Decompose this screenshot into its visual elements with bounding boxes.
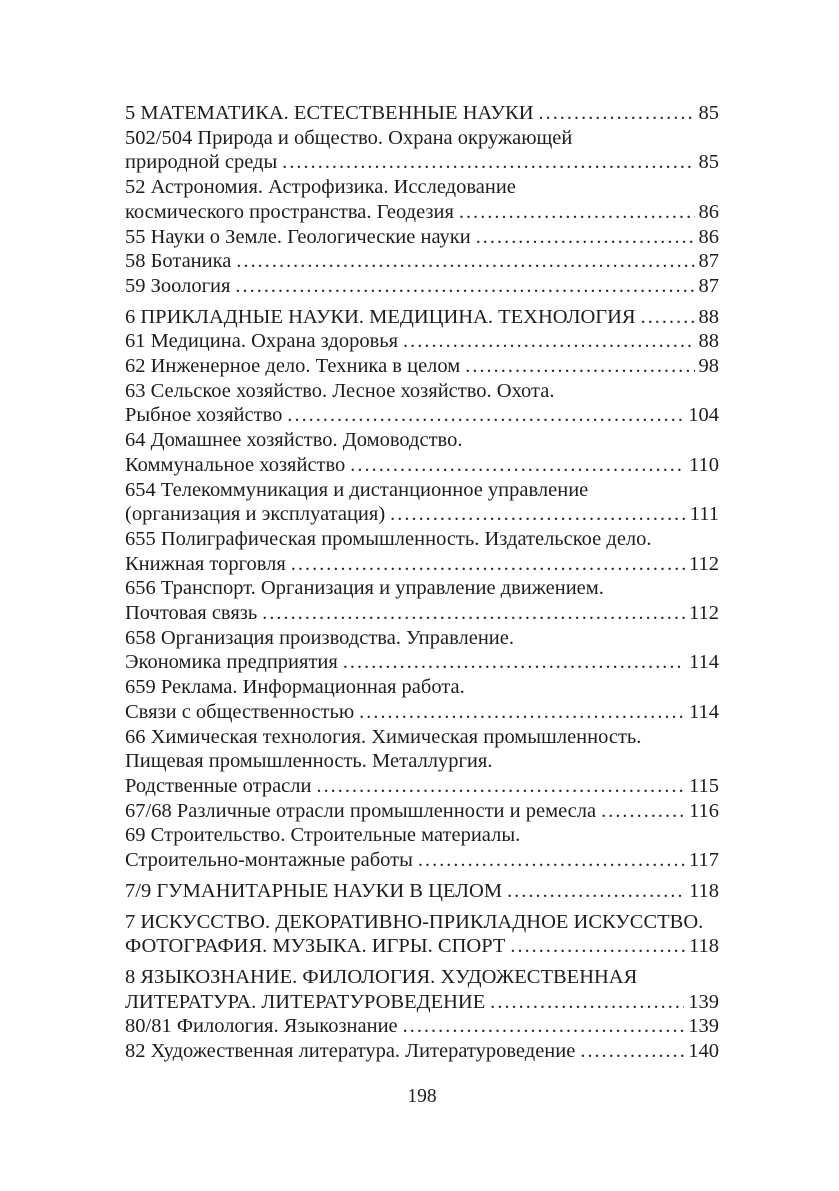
dot-leader bbox=[510, 934, 685, 959]
dot-leader bbox=[287, 403, 684, 428]
dot-leader bbox=[507, 879, 685, 904]
toc-page-number: 111 bbox=[689, 503, 719, 526]
toc-entry bbox=[125, 175, 719, 224]
toc-entry bbox=[125, 428, 719, 477]
toc-page-number: 139 bbox=[688, 1015, 719, 1038]
toc-page-number: 86 bbox=[698, 200, 719, 223]
toc-entry-final-line bbox=[125, 799, 719, 824]
toc-entry-final-line bbox=[125, 225, 719, 250]
toc-entry-wrap-line: 69 Строительство. Строительные материалы. bbox=[125, 824, 521, 847]
toc-entry-wrap-line: 656 Транспорт. Организация и управление движением. bbox=[125, 577, 604, 600]
toc-entry-title: 67/68 Различные отрасли промышленности и ремесла bbox=[125, 799, 597, 822]
toc-entry-title: 6 ПРИКЛАДНЫЕ НАУКИ. МЕДИЦИНА. ТЕХНОЛОГИЯ bbox=[125, 305, 636, 328]
toc-section-heading-entry bbox=[125, 910, 719, 959]
toc-list bbox=[125, 101, 719, 1064]
toc-entry-final-line bbox=[125, 403, 719, 428]
dot-leader bbox=[282, 150, 694, 175]
toc-entry-title: 61 Медицина. Охрана здоровья bbox=[125, 330, 399, 353]
dot-leader bbox=[359, 700, 685, 725]
dot-leader bbox=[490, 990, 684, 1015]
toc-entry-final-line bbox=[125, 1039, 719, 1064]
toc-entry-title: Родственные отрасли bbox=[125, 774, 312, 797]
toc-entry-title: 7/9 ГУМАНИТАРНЫЕ НАУКИ В ЦЕЛОМ bbox=[125, 879, 503, 902]
toc-entry-wrap-line: 659 Реклама. Информационная работа. bbox=[125, 676, 465, 699]
toc-entry-wrap-line: 655 Полиграфическая промышленность. Издательское дело. bbox=[125, 527, 652, 550]
toc-entry-final-line bbox=[125, 305, 719, 330]
toc-page-number: 114 bbox=[689, 651, 719, 674]
toc-entry-title: 80/81 Филология. Языкознание bbox=[125, 1015, 398, 1038]
toc-entry-title: Связи с общественностью bbox=[125, 700, 355, 723]
toc-entry-wrap-line: 64 Домашнее хозяйство. Домоводство. bbox=[125, 429, 463, 452]
toc-page-number: 88 bbox=[698, 305, 719, 328]
toc-entry bbox=[125, 1039, 719, 1064]
toc-entry bbox=[125, 527, 719, 576]
toc-section-heading-entry bbox=[125, 305, 719, 330]
toc-page-number: 104 bbox=[688, 404, 719, 427]
toc-entry-wrap-line: 52 Астрономия. Астрофизика. Исследование bbox=[125, 176, 516, 199]
dot-leader bbox=[459, 200, 695, 225]
toc-entry-final-line bbox=[125, 101, 719, 126]
toc-entry-wrap-line: 66 Химическая технология. Химическая промышленность. bbox=[125, 725, 642, 748]
toc-entry-title: Коммунальное хозяйство bbox=[125, 453, 346, 476]
toc-page-number: 85 bbox=[698, 102, 719, 124]
toc-entry bbox=[125, 675, 719, 724]
toc-entry-final-line bbox=[125, 601, 719, 626]
toc-entry-final-line bbox=[125, 848, 719, 873]
toc-entry bbox=[125, 478, 719, 527]
toc-entry-final-line bbox=[125, 650, 719, 675]
toc-entry-final-line bbox=[125, 1014, 719, 1039]
toc-entry bbox=[125, 274, 719, 299]
toc-entry-title: 55 Науки о Земле. Геологические науки bbox=[125, 225, 471, 248]
toc-entry-wrap-line: 654 Телекоммуникация и дистанционное управление bbox=[125, 478, 589, 501]
dot-leader bbox=[291, 552, 685, 577]
toc-page-number: 112 bbox=[689, 602, 719, 625]
toc-entry-final-line bbox=[125, 354, 719, 379]
toc-entry bbox=[125, 329, 719, 354]
toc-page-number: 116 bbox=[689, 799, 719, 822]
toc-section-heading-entry bbox=[125, 879, 719, 904]
dot-leader bbox=[641, 305, 695, 330]
toc-entry bbox=[125, 225, 719, 250]
dot-leader bbox=[390, 502, 686, 527]
dot-leader bbox=[403, 329, 694, 354]
dot-leader bbox=[343, 650, 685, 675]
toc-entry bbox=[125, 626, 719, 675]
toc-section-heading-entry bbox=[125, 965, 719, 1014]
toc-page-number: 87 bbox=[698, 250, 719, 273]
toc-entry-title: ФОТОГРАФИЯ. МУЗЫКА. ИГРЫ. СПОРТ bbox=[125, 935, 506, 958]
toc-entry-final-line bbox=[125, 274, 719, 299]
toc-page-number: 112 bbox=[689, 552, 719, 575]
toc-entry bbox=[125, 725, 719, 799]
toc-page-number: 139 bbox=[688, 990, 719, 1013]
toc-entry-final-line bbox=[125, 453, 719, 478]
toc-page-number: 98 bbox=[698, 355, 719, 378]
dot-leader bbox=[403, 1014, 685, 1039]
toc-entry bbox=[125, 126, 719, 175]
dot-leader bbox=[476, 225, 695, 250]
toc-entry-final-line bbox=[125, 879, 719, 904]
toc-entry-final-line bbox=[125, 700, 719, 725]
toc-entry bbox=[125, 354, 719, 379]
toc-entry-title: 59 Зоология bbox=[125, 274, 231, 297]
toc-section-heading-entry bbox=[125, 101, 719, 126]
toc-page-number: 117 bbox=[689, 849, 719, 872]
dot-leader bbox=[235, 274, 694, 299]
toc-entry bbox=[125, 1014, 719, 1039]
toc-entry-title: 5 МАТЕМАТИКА. ЕСТЕСТВЕННЫЕ НАУКИ bbox=[125, 102, 534, 124]
dot-leader bbox=[580, 1039, 684, 1064]
dot-leader bbox=[350, 453, 685, 478]
dot-leader bbox=[316, 774, 685, 799]
toc-entry-wrap-line: 63 Сельское хозяйство. Лесное хозяйство. Охота. bbox=[125, 379, 555, 402]
dot-leader bbox=[236, 249, 694, 274]
toc-page-number: 86 bbox=[698, 225, 719, 248]
toc-entry bbox=[125, 823, 719, 872]
toc-page-number: 118 bbox=[689, 935, 719, 958]
toc-entry-title: Книжная торговля bbox=[125, 552, 286, 575]
dot-leader bbox=[262, 601, 685, 626]
toc-entry-title: Рыбное хозяйство bbox=[125, 404, 283, 427]
dot-leader bbox=[539, 101, 695, 126]
toc-entry-title: космического пространства. Геодезия bbox=[125, 200, 454, 223]
folio-page-number: 198 bbox=[407, 1086, 437, 1107]
toc-page-number: 88 bbox=[698, 330, 719, 353]
toc-entry-title: (организация и эксплуатация) bbox=[125, 503, 386, 526]
dot-leader bbox=[601, 799, 685, 824]
toc-entry bbox=[125, 799, 719, 824]
toc-entry-final-line bbox=[125, 774, 719, 799]
toc-entry-title: Почтовая связь bbox=[125, 602, 258, 625]
dot-leader bbox=[418, 848, 685, 873]
toc-entry-final-line bbox=[125, 329, 719, 354]
toc-entry-wrap-line: 502/504 Природа и общество. Охрана окружающей bbox=[125, 126, 573, 149]
toc-entry-title: Экономика предприятия bbox=[125, 651, 338, 674]
toc-entry-final-line bbox=[125, 934, 719, 959]
toc-entry-title: 62 Инженерное дело. Техника в целом bbox=[125, 355, 461, 378]
toc-entry-title: 82 Художественная литература. Литературоведение bbox=[125, 1040, 576, 1063]
toc-entry-title: 58 Ботаника bbox=[125, 250, 232, 273]
toc-entry-title: ЛИТЕРАТУРА. ЛИТЕРАТУРОВЕДЕНИЕ bbox=[125, 990, 486, 1013]
toc-entry-final-line bbox=[125, 990, 719, 1015]
toc-entry-final-line bbox=[125, 249, 719, 274]
toc-entry-final-line bbox=[125, 552, 719, 577]
toc-entry-title: Строительно-монтажные работы bbox=[125, 849, 413, 872]
toc-page-number: 118 bbox=[689, 879, 719, 902]
toc-entry bbox=[125, 576, 719, 625]
toc-entry-final-line bbox=[125, 502, 719, 527]
toc-page-number: 85 bbox=[698, 151, 719, 174]
dot-leader bbox=[465, 354, 694, 379]
toc-entry-wrap-line: 8 ЯЗЫКОЗНАНИЕ. ФИЛОЛОГИЯ. ХУДОЖЕСТВЕННАЯ bbox=[125, 965, 638, 988]
toc-entry-final-line bbox=[125, 150, 719, 175]
toc-entry-wrap-line: Пищевая промышленность. Металлургия. bbox=[125, 750, 493, 773]
toc-page-number: 115 bbox=[689, 774, 719, 797]
toc-entry-wrap-line: 7 ИСКУССТВО. ДЕКОРАТИВНО-ПРИКЛАДНОЕ ИСКУССТВО. bbox=[125, 910, 704, 933]
toc-page-number: 110 bbox=[689, 453, 719, 476]
toc-page-number: 87 bbox=[698, 274, 719, 297]
toc-entry bbox=[125, 379, 719, 428]
toc-page-number: 140 bbox=[688, 1040, 719, 1063]
toc-entry-title: природной среды bbox=[125, 151, 278, 174]
toc-entry bbox=[125, 249, 719, 274]
toc-page-number: 114 bbox=[689, 700, 719, 723]
toc-entry-wrap-line: 658 Организация производства. Управление. bbox=[125, 626, 514, 649]
toc-entry-final-line bbox=[125, 200, 719, 225]
